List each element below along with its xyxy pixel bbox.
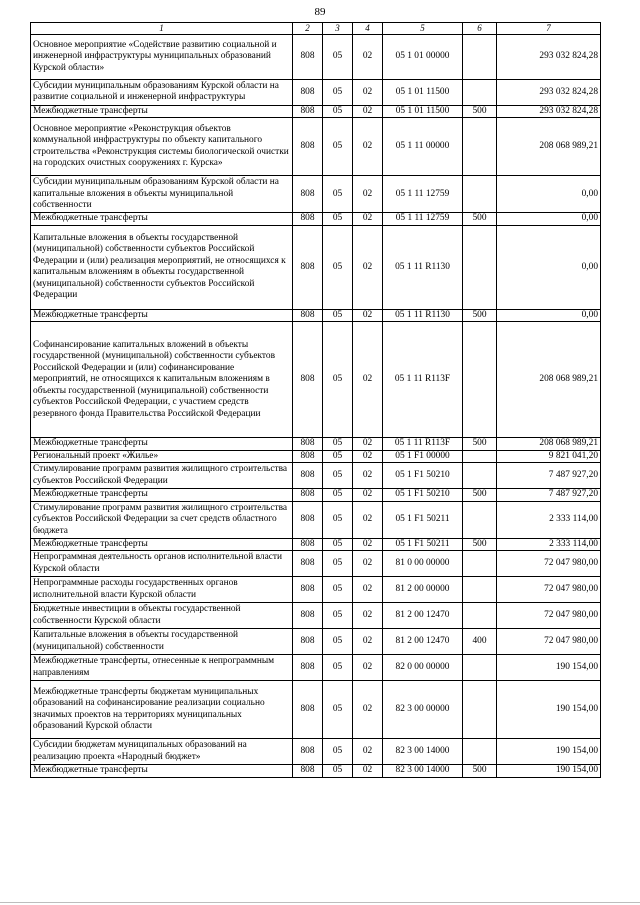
row-col6-cell: 500: [463, 213, 497, 225]
row-name-cell: Межбюджетные трансферты, отнесенные к непрограммным направлениям: [31, 655, 293, 681]
row-name-cell: Капитальные вложения в объекты государственной (муниципальной) собственности: [31, 629, 293, 655]
row-col4-cell: 02: [353, 629, 383, 655]
row-col5-cell: 82 3 00 14000: [383, 739, 463, 765]
table-row: [31, 538, 601, 550]
row-col4-cell: 02: [353, 739, 383, 765]
row-amount-cell: 72 047 980,00: [497, 551, 601, 577]
row-col4-cell: 02: [353, 438, 383, 450]
row-col6-cell: [463, 450, 497, 462]
row-amount-cell: 190 154,00: [497, 681, 601, 739]
budget-table: [30, 22, 601, 778]
row-col4-cell: 02: [353, 501, 383, 538]
table-row: [31, 501, 601, 538]
row-col5-cell: 05 1 11 00000: [383, 118, 463, 176]
table-row: [31, 765, 601, 777]
row-amount-cell: 0,00: [497, 176, 601, 213]
row-col5-cell: 05 1 11 12759: [383, 176, 463, 213]
row-col2-cell: 808: [293, 213, 323, 225]
row-col2-cell: 808: [293, 118, 323, 176]
row-col3-cell: 05: [323, 577, 353, 603]
row-amount-cell: 0,00: [497, 309, 601, 321]
row-col2-cell: 808: [293, 34, 323, 79]
row-name-cell: Региональный проект «Жилье»: [31, 450, 293, 462]
row-col3-cell: 05: [323, 739, 353, 765]
row-name-cell: Капитальные вложения в объекты государственной (муниципальной) собственности субъектов Российской Федерации и (или) реализация мероприятий, не относящихся к капитальным вложениям в объекты государственной (муниципальной) собственности субъектов Российской Федерации: [31, 225, 293, 309]
row-col3-cell: 05: [323, 655, 353, 681]
row-col4-cell: 02: [353, 79, 383, 105]
header-col-5: 5: [383, 23, 463, 35]
row-col3-cell: 05: [323, 603, 353, 629]
row-col5-cell: 05 1 11 12759: [383, 213, 463, 225]
row-col2-cell: 808: [293, 501, 323, 538]
table-row: [31, 322, 601, 438]
row-col4-cell: 02: [353, 655, 383, 681]
header-col-1: 1: [31, 23, 293, 35]
row-col3-cell: 05: [323, 463, 353, 489]
row-name-cell: Межбюджетные трансферты: [31, 489, 293, 501]
table-row: [31, 450, 601, 462]
row-col5-cell: 05 1 F1 50211: [383, 538, 463, 550]
row-name-cell: Непрограммная деятельность органов исполнительной власти Курской области: [31, 551, 293, 577]
row-col4-cell: 02: [353, 551, 383, 577]
header-col-4: 4: [353, 23, 383, 35]
row-col2-cell: 808: [293, 739, 323, 765]
row-col4-cell: 02: [353, 450, 383, 462]
row-col2-cell: 808: [293, 438, 323, 450]
row-col4-cell: 02: [353, 538, 383, 550]
row-amount-cell: 293 032 824,28: [497, 105, 601, 117]
table-row: [31, 176, 601, 213]
row-col2-cell: 808: [293, 603, 323, 629]
row-name-cell: Основное мероприятие «Реконструкция объектов коммунальной инфраструктуры по объекту капитального строительства «Реконструкция системы биологической очистки на городских очистных сооружениях г. Курска»: [31, 118, 293, 176]
row-col4-cell: 02: [353, 225, 383, 309]
row-col4-cell: 02: [353, 603, 383, 629]
table-row: [31, 489, 601, 501]
row-col2-cell: 808: [293, 765, 323, 777]
row-col5-cell: 05 1 F1 00000: [383, 450, 463, 462]
row-name-cell: Стимулирование программ развития жилищного строительства субъектов Российской Федерации за счет средств областного бюджета: [31, 501, 293, 538]
row-col4-cell: 02: [353, 309, 383, 321]
row-col3-cell: 05: [323, 489, 353, 501]
row-col2-cell: 808: [293, 79, 323, 105]
row-col5-cell: 05 1 01 00000: [383, 34, 463, 79]
row-col3-cell: 05: [323, 118, 353, 176]
row-amount-cell: 190 154,00: [497, 655, 601, 681]
row-col3-cell: 05: [323, 450, 353, 462]
row-name-cell: Межбюджетные трансферты: [31, 538, 293, 550]
row-amount-cell: 293 032 824,28: [497, 79, 601, 105]
row-name-cell: Субсидии бюджетам муниципальных образований на реализацию проекта «Народный бюджет»: [31, 739, 293, 765]
row-col4-cell: 02: [353, 213, 383, 225]
table-row: [31, 681, 601, 739]
row-col6-cell: [463, 176, 497, 213]
row-amount-cell: 2 333 114,00: [497, 501, 601, 538]
row-col6-cell: [463, 225, 497, 309]
row-col6-cell: [463, 463, 497, 489]
row-col2-cell: 808: [293, 322, 323, 438]
row-col3-cell: 05: [323, 213, 353, 225]
row-name-cell: Межбюджетные трансферты: [31, 438, 293, 450]
table-row: [31, 118, 601, 176]
row-col5-cell: 81 2 00 12470: [383, 629, 463, 655]
row-name-cell: Межбюджетные трансферты бюджетам муниципальных образований на софинансирование реализации социально значимых проектов на территориях муниципальных образований Курской области: [31, 681, 293, 739]
row-col6-cell: [463, 322, 497, 438]
row-amount-cell: 72 047 980,00: [497, 603, 601, 629]
header-col-6: 6: [463, 23, 497, 35]
row-amount-cell: 2 333 114,00: [497, 538, 601, 550]
row-col4-cell: 02: [353, 681, 383, 739]
table-row: [31, 438, 601, 450]
row-col3-cell: 05: [323, 176, 353, 213]
row-col4-cell: 02: [353, 765, 383, 777]
row-name-cell: Межбюджетные трансферты: [31, 213, 293, 225]
row-col6-cell: [463, 551, 497, 577]
row-col5-cell: 81 2 00 00000: [383, 577, 463, 603]
row-col3-cell: 05: [323, 438, 353, 450]
row-name-cell: Субсидии муниципальным образованиям Курской области на капитальные вложения в объекты муниципальной собственности: [31, 176, 293, 213]
row-amount-cell: 0,00: [497, 213, 601, 225]
row-col5-cell: 81 0 00 00000: [383, 551, 463, 577]
row-col2-cell: 808: [293, 681, 323, 739]
table-row: [31, 577, 601, 603]
row-name-cell: Межбюджетные трансферты: [31, 309, 293, 321]
row-col3-cell: 05: [323, 629, 353, 655]
table-row: [31, 309, 601, 321]
row-col3-cell: 05: [323, 322, 353, 438]
table-row: [31, 551, 601, 577]
row-col6-cell: [463, 34, 497, 79]
table-row: [31, 105, 601, 117]
row-col4-cell: 02: [353, 322, 383, 438]
row-col6-cell: [463, 603, 497, 629]
row-col6-cell: 500: [463, 538, 497, 550]
row-col4-cell: 02: [353, 105, 383, 117]
table-row: [31, 739, 601, 765]
row-col6-cell: [463, 655, 497, 681]
row-name-cell: Стимулирование программ развития жилищного строительства субъектов Российской Федерации: [31, 463, 293, 489]
row-col5-cell: 05 1 11 R1130: [383, 225, 463, 309]
row-col6-cell: [463, 79, 497, 105]
row-col3-cell: 05: [323, 538, 353, 550]
row-col2-cell: 808: [293, 450, 323, 462]
row-col5-cell: 05 1 01 11500: [383, 105, 463, 117]
row-amount-cell: 190 154,00: [497, 765, 601, 777]
row-amount-cell: 293 032 824,28: [497, 34, 601, 79]
row-col3-cell: 05: [323, 309, 353, 321]
row-col2-cell: 808: [293, 551, 323, 577]
row-name-cell: Межбюджетные трансферты: [31, 105, 293, 117]
row-col2-cell: 808: [293, 655, 323, 681]
row-col3-cell: 05: [323, 34, 353, 79]
row-name-cell: Основное мероприятие «Содействие развитию социальной и инженерной инфраструктуры муниципальных образований Курской области»: [31, 34, 293, 79]
row-col2-cell: 808: [293, 538, 323, 550]
table-row: [31, 629, 601, 655]
row-col2-cell: 808: [293, 577, 323, 603]
row-col5-cell: 05 1 01 11500: [383, 79, 463, 105]
row-amount-cell: 72 047 980,00: [497, 629, 601, 655]
table-row: [31, 655, 601, 681]
row-col6-cell: [463, 501, 497, 538]
row-amount-cell: 190 154,00: [497, 739, 601, 765]
row-name-cell: Субсидии муниципальным образованиям Курской области на развитие социальной и инженерной инфраструктуры: [31, 79, 293, 105]
row-col6-cell: [463, 739, 497, 765]
table-row: [31, 34, 601, 79]
row-col3-cell: 05: [323, 225, 353, 309]
row-name-cell: Бюджетные инвестиции в объекты государственной собственности Курской области: [31, 603, 293, 629]
row-col5-cell: 82 3 00 00000: [383, 681, 463, 739]
row-amount-cell: 0,00: [497, 225, 601, 309]
row-name-cell: Непрограммные расходы государственных органов исполнительной власти Курской области: [31, 577, 293, 603]
row-name-cell: Межбюджетные трансферты: [31, 765, 293, 777]
row-col6-cell: 500: [463, 309, 497, 321]
row-amount-cell: 208 068 989,21: [497, 322, 601, 438]
row-amount-cell: 72 047 980,00: [497, 577, 601, 603]
row-col4-cell: 02: [353, 118, 383, 176]
header-col-3: 3: [323, 23, 353, 35]
row-col3-cell: 05: [323, 551, 353, 577]
row-col2-cell: 808: [293, 489, 323, 501]
header-col-7: 7: [497, 23, 601, 35]
row-col6-cell: 500: [463, 438, 497, 450]
row-col6-cell: 500: [463, 765, 497, 777]
row-col4-cell: 02: [353, 34, 383, 79]
row-col2-cell: 808: [293, 105, 323, 117]
row-col2-cell: 808: [293, 225, 323, 309]
row-col6-cell: [463, 681, 497, 739]
row-col5-cell: 05 1 F1 50210: [383, 489, 463, 501]
row-col5-cell: 05 1 F1 50210: [383, 463, 463, 489]
row-col2-cell: 808: [293, 309, 323, 321]
row-col6-cell: [463, 118, 497, 176]
row-col4-cell: 02: [353, 577, 383, 603]
row-col6-cell: 400: [463, 629, 497, 655]
row-col2-cell: 808: [293, 463, 323, 489]
row-name-cell: Софинансирование капитальных вложений в объекты государственной (муниципальной) собственности субъектов Российской Федерации и (или) софинансирование мероприятий, не относящихся к капитальным вложениям в объекты государственной (муниципальной) собственности субъектов Российской Федерации, с участием средств резервного фонда Правительства Российской Федерации: [31, 322, 293, 438]
row-col5-cell: 05 1 11 R113F: [383, 438, 463, 450]
row-amount-cell: 7 487 927,20: [497, 489, 601, 501]
table-row: [31, 463, 601, 489]
row-col3-cell: 05: [323, 681, 353, 739]
table-row: [31, 213, 601, 225]
row-col5-cell: 05 1 11 R113F: [383, 322, 463, 438]
row-col3-cell: 05: [323, 79, 353, 105]
row-col6-cell: 500: [463, 105, 497, 117]
row-col3-cell: 05: [323, 501, 353, 538]
row-col4-cell: 02: [353, 176, 383, 213]
row-col2-cell: 808: [293, 629, 323, 655]
page-bottom-divider: [0, 902, 640, 903]
table-body: [31, 34, 601, 777]
row-col4-cell: 02: [353, 489, 383, 501]
row-col5-cell: 05 1 11 R1130: [383, 309, 463, 321]
table-row: [31, 225, 601, 309]
row-amount-cell: 9 821 041,20: [497, 450, 601, 462]
row-col3-cell: 05: [323, 765, 353, 777]
table-row: [31, 603, 601, 629]
row-amount-cell: 208 068 989,21: [497, 438, 601, 450]
row-col6-cell: [463, 577, 497, 603]
row-amount-cell: 7 487 927,20: [497, 463, 601, 489]
header-row: [31, 23, 601, 35]
header-col-2: 2: [293, 23, 323, 35]
row-col5-cell: 81 2 00 12470: [383, 603, 463, 629]
row-col5-cell: 82 0 00 00000: [383, 655, 463, 681]
row-col3-cell: 05: [323, 105, 353, 117]
row-col4-cell: 02: [353, 463, 383, 489]
table-row: [31, 79, 601, 105]
row-col5-cell: 82 3 00 14000: [383, 765, 463, 777]
page-number: 89: [314, 6, 326, 18]
row-col6-cell: 500: [463, 489, 497, 501]
row-col5-cell: 05 1 F1 50211: [383, 501, 463, 538]
row-col2-cell: 808: [293, 176, 323, 213]
row-amount-cell: 208 068 989,21: [497, 118, 601, 176]
